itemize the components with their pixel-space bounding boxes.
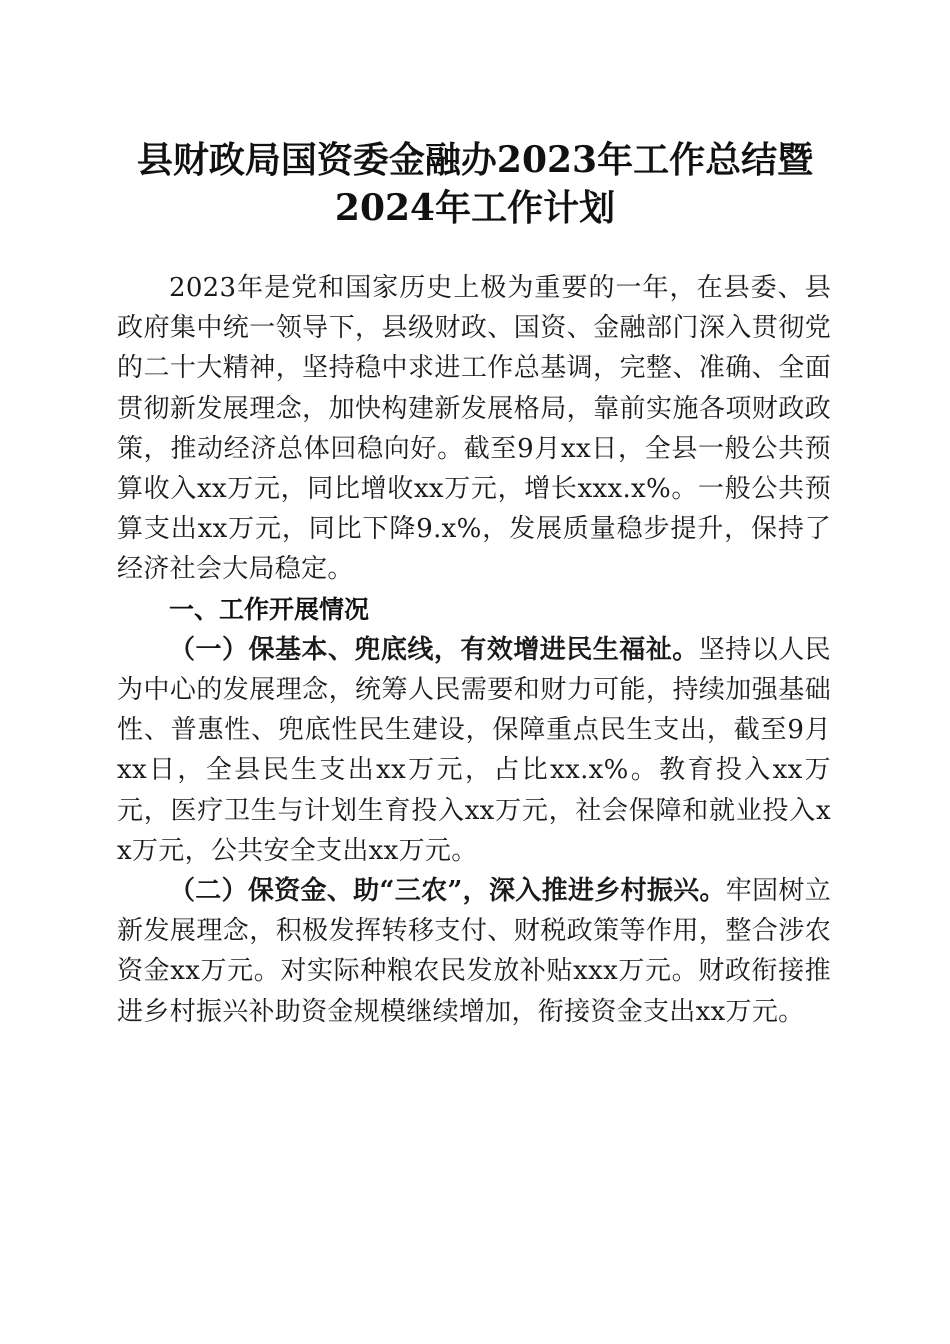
item-2-title: （二）保资金、助“三农”，深入推进乡村振兴。 — [169, 876, 726, 907]
item-1-body: 坚持以人民为中心的发展理念，统筹人民需要和财力可能，持续加强基础性、普惠性、兜底性民生建设，保障重点民生支出，截至9月xx日，全县民生支出xx万元，占比xx.x%。教育投入xx万元，医疗卫生与计划生育投入xx万元，社会保障和就业投入xx万元，公共安全支出xx万元。 — [117, 634, 831, 866]
intro-paragraph: 2023年是党和国家历史上极为重要的一年，在县委、县政府集中统一领导下，县级财政、国资、金融部门深入贯彻党的二十大精神，坚持稳中求进工作总基调，完整、准确、全面贯彻新发展理念，加快构建新发展格局，靠前实施各项财政政策，推动经济总体回稳向好。截至9月xx日，全县一般公共预算收入xx万元，同比增收xx万元，增长xxx.x%。一般公共预算支出xx万元，同比下降9.x%，发展质量稳步提升，保持了经济社会大局稳定。 — [117, 273, 831, 585]
document-body — [117, 268, 831, 1032]
item-1-paragraph — [117, 630, 831, 871]
document-title-line-1: 县财政局国资委金融办2023年工作总结暨 — [136, 139, 814, 181]
item-2-body: 牢固树立新发展理念，积极发挥转移支付、财税政策等作用，整合涉农资金xx万元。对实际种粮农民发放补贴xxx万元。财政衔接推进乡村振兴补助资金规模继续增加，衔接资金支出xx万元。 — [117, 876, 831, 1027]
section-heading-work-progress: 一、工作开展情况 — [169, 594, 370, 624]
document-title-line-2: 2024年工作计划 — [334, 187, 616, 229]
item-1-title: （一）保基本、兜底线，有效增进民生福祉。 — [169, 634, 699, 665]
item-2-paragraph — [117, 871, 831, 1032]
